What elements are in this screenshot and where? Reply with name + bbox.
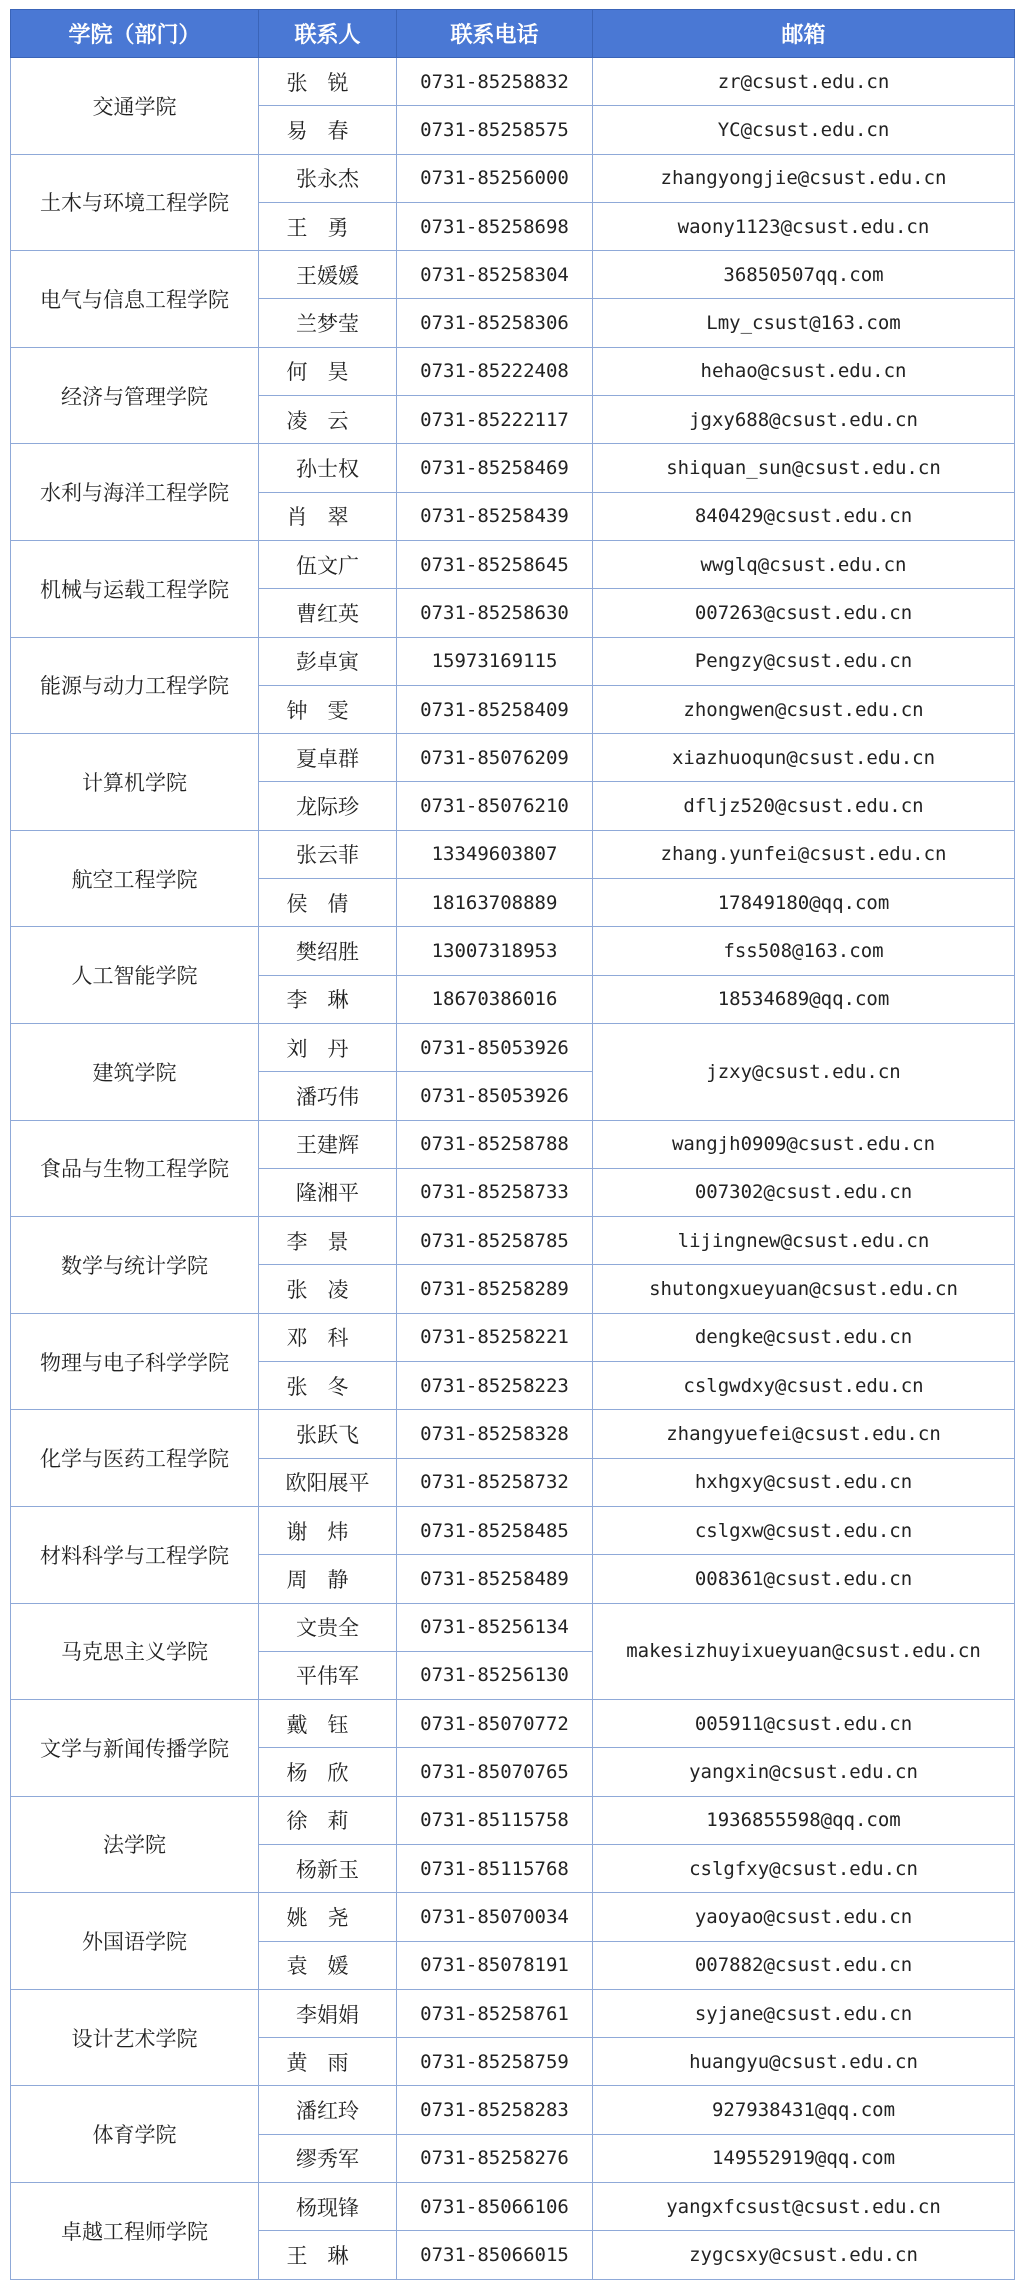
contact-name-cell: 何昊	[259, 347, 397, 395]
phone-cell: 0731-85070034	[397, 1893, 593, 1941]
contact-name-cell: 徐莉	[259, 1796, 397, 1844]
email-cell[interactable]: zr@csust.edu.cn	[593, 58, 1015, 106]
table-row	[11, 1120, 1015, 1168]
contact-name-cell: 李娟娟	[259, 1989, 397, 2037]
phone-cell: 0731-85070772	[397, 1700, 593, 1748]
header-phone: 联系电话	[397, 10, 593, 58]
contact-name-cell: 伍文广	[259, 540, 397, 588]
department-cell: 体育学院	[11, 2086, 259, 2183]
phone-cell: 0731-85258439	[397, 492, 593, 540]
email-cell[interactable]: 007302@csust.edu.cn	[593, 1168, 1015, 1216]
phone-cell: 13007318953	[397, 927, 593, 975]
table-row	[11, 2086, 1015, 2134]
table-row	[11, 1796, 1015, 1844]
email-cell[interactable]: 1936855598@qq.com	[593, 1796, 1015, 1844]
contact-name-cell: 王建辉	[259, 1120, 397, 1168]
email-cell[interactable]: jgxy688@csust.edu.cn	[593, 396, 1015, 444]
phone-cell: 0731-85258485	[397, 1506, 593, 1554]
contact-name-cell: 张锐	[259, 58, 397, 106]
contact-name-cell: 潘红玲	[259, 2086, 397, 2134]
phone-cell: 18670386016	[397, 975, 593, 1023]
table-row	[11, 1893, 1015, 1941]
department-cell: 化学与医药工程学院	[11, 1410, 259, 1507]
email-cell[interactable]: shutongxueyuan@csust.edu.cn	[593, 1265, 1015, 1313]
phone-cell: 13349603807	[397, 830, 593, 878]
phone-cell: 0731-85258223	[397, 1362, 593, 1410]
phone-cell: 0731-85258832	[397, 58, 593, 106]
department-cell: 建筑学院	[11, 1023, 259, 1120]
contact-name-cell: 王媛媛	[259, 251, 397, 299]
department-cell: 交通学院	[11, 58, 259, 155]
contact-name-cell: 张云菲	[259, 830, 397, 878]
contact-name-cell: 邓科	[259, 1313, 397, 1361]
phone-cell: 0731-85258469	[397, 444, 593, 492]
department-cell: 水利与海洋工程学院	[11, 444, 259, 541]
phone-cell: 0731-85222408	[397, 347, 593, 395]
phone-cell: 0731-85258645	[397, 540, 593, 588]
contact-name-cell: 杨新玉	[259, 1844, 397, 1892]
contact-name-cell: 孙士权	[259, 444, 397, 492]
contact-name-cell: 侯倩	[259, 879, 397, 927]
table-row	[11, 444, 1015, 492]
phone-cell: 0731-85258732	[397, 1458, 593, 1506]
department-cell: 文学与新闻传播学院	[11, 1700, 259, 1797]
email-cell[interactable]: huangyu@csust.edu.cn	[593, 2038, 1015, 2086]
email-cell[interactable]: cslgwdxy@csust.edu.cn	[593, 1362, 1015, 1410]
contact-name-cell: 凌云	[259, 396, 397, 444]
contact-name-cell: 张冬	[259, 1362, 397, 1410]
contact-name-cell: 彭卓寅	[259, 637, 397, 685]
email-cell[interactable]: 17849180@qq.com	[593, 879, 1015, 927]
phone-cell: 0731-85256130	[397, 1651, 593, 1699]
email-cell[interactable]: xiazhuoqun@csust.edu.cn	[593, 734, 1015, 782]
department-cell: 土木与环境工程学院	[11, 154, 259, 251]
phone-cell: 0731-85222117	[397, 396, 593, 444]
header-email: 邮箱	[593, 10, 1015, 58]
contact-name-cell: 张跃飞	[259, 1410, 397, 1458]
contact-name-cell: 肖翠	[259, 492, 397, 540]
department-cell: 人工智能学院	[11, 927, 259, 1024]
contact-name-cell: 周静	[259, 1555, 397, 1603]
department-cell: 经济与管理学院	[11, 347, 259, 444]
contact-name-cell: 杨现锋	[259, 2183, 397, 2231]
email-cell[interactable]: zhang.yunfei@csust.edu.cn	[593, 830, 1015, 878]
table-row	[11, 1506, 1015, 1554]
contact-name-cell: 易春	[259, 106, 397, 154]
table-row	[11, 830, 1015, 878]
contact-name-cell: 欧阳展平	[259, 1458, 397, 1506]
phone-cell: 0731-85258761	[397, 1989, 593, 2037]
email-cell[interactable]: 840429@csust.edu.cn	[593, 492, 1015, 540]
table-row	[11, 1603, 1015, 1651]
email-cell[interactable]: 149552919@qq.com	[593, 2134, 1015, 2182]
email-cell[interactable]: yangxin@csust.edu.cn	[593, 1748, 1015, 1796]
table-row	[11, 347, 1015, 395]
department-cell: 电气与信息工程学院	[11, 251, 259, 348]
phone-cell: 0731-85258409	[397, 685, 593, 733]
contact-name-cell: 李琳	[259, 975, 397, 1023]
phone-cell: 0731-85258276	[397, 2134, 593, 2182]
department-cell: 食品与生物工程学院	[11, 1120, 259, 1217]
email-cell[interactable]: 36850507qq.com	[593, 251, 1015, 299]
phone-cell: 0731-85115758	[397, 1796, 593, 1844]
table-row	[11, 154, 1015, 202]
contact-name-cell: 袁媛	[259, 1941, 397, 1989]
phone-cell: 0731-85258759	[397, 2038, 593, 2086]
phone-cell: 15973169115	[397, 637, 593, 685]
phone-cell: 0731-85258283	[397, 2086, 593, 2134]
email-cell[interactable]: syjane@csust.edu.cn	[593, 1989, 1015, 2037]
email-cell[interactable]: 927938431@qq.com	[593, 2086, 1015, 2134]
contact-name-cell: 兰梦莹	[259, 299, 397, 347]
contact-name-cell: 戴钰	[259, 1700, 397, 1748]
email-cell[interactable]: Pengzy@csust.edu.cn	[593, 637, 1015, 685]
table-row	[11, 540, 1015, 588]
phone-cell: 0731-85066015	[397, 2231, 593, 2279]
contact-name-cell: 姚尧	[259, 1893, 397, 1941]
department-cell: 马克思主义学院	[11, 1603, 259, 1700]
header-dept: 学院（部门）	[11, 10, 259, 58]
email-cell[interactable]: 008361@csust.edu.cn	[593, 1555, 1015, 1603]
phone-cell: 18163708889	[397, 879, 593, 927]
phone-cell: 0731-85115768	[397, 1844, 593, 1892]
table-row	[11, 1700, 1015, 1748]
phone-cell: 0731-85258630	[397, 589, 593, 637]
phone-cell: 0731-85076210	[397, 782, 593, 830]
contact-name-cell: 杨欣	[259, 1748, 397, 1796]
email-cell[interactable]: zhangyuefei@csust.edu.cn	[593, 1410, 1015, 1458]
department-cell: 航空工程学院	[11, 830, 259, 927]
department-cell: 法学院	[11, 1796, 259, 1893]
contact-table	[10, 9, 1015, 2280]
phone-cell: 0731-85070765	[397, 1748, 593, 1796]
header-row	[11, 10, 1015, 58]
email-cell[interactable]: dengke@csust.edu.cn	[593, 1313, 1015, 1361]
contact-name-cell: 潘巧伟	[259, 1072, 397, 1120]
phone-cell: 0731-85258328	[397, 1410, 593, 1458]
contact-name-cell: 张凌	[259, 1265, 397, 1313]
contact-name-cell: 刘丹	[259, 1023, 397, 1071]
phone-cell: 0731-85066106	[397, 2183, 593, 2231]
phone-cell: 0731-85258788	[397, 1120, 593, 1168]
contact-name-cell: 缪秀军	[259, 2134, 397, 2182]
email-cell[interactable]: zygcsxy@csust.edu.cn	[593, 2231, 1015, 2279]
contact-name-cell: 王琳	[259, 2231, 397, 2279]
phone-cell: 0731-85258306	[397, 299, 593, 347]
email-cell[interactable]: fss508@163.com	[593, 927, 1015, 975]
email-cell[interactable]: makesizhuyixueyuan@csust.edu.cn	[593, 1603, 1015, 1700]
email-cell[interactable]: 007263@csust.edu.cn	[593, 589, 1015, 637]
department-cell: 能源与动力工程学院	[11, 637, 259, 734]
table-row	[11, 927, 1015, 975]
department-cell: 计算机学院	[11, 734, 259, 831]
table-body	[11, 58, 1015, 2280]
phone-cell: 0731-85078191	[397, 1941, 593, 1989]
table-row	[11, 1410, 1015, 1458]
table-row	[11, 2183, 1015, 2231]
contact-name-cell: 隆湘平	[259, 1168, 397, 1216]
department-cell: 设计艺术学院	[11, 1989, 259, 2086]
header-contact: 联系人	[259, 10, 397, 58]
contact-name-cell: 李景	[259, 1217, 397, 1265]
email-cell[interactable]: 005911@csust.edu.cn	[593, 1700, 1015, 1748]
table-row	[11, 58, 1015, 106]
table-row	[11, 251, 1015, 299]
contact-name-cell: 龙际珍	[259, 782, 397, 830]
contact-name-cell: 钟雯	[259, 685, 397, 733]
email-cell[interactable]: waony1123@csust.edu.cn	[593, 202, 1015, 250]
phone-cell: 0731-85258489	[397, 1555, 593, 1603]
contact-name-cell: 平伟军	[259, 1651, 397, 1699]
table-row	[11, 637, 1015, 685]
phone-cell: 0731-85258785	[397, 1217, 593, 1265]
contact-name-cell: 王勇	[259, 202, 397, 250]
phone-cell: 0731-85258304	[397, 251, 593, 299]
contact-name-cell: 曹红英	[259, 589, 397, 637]
phone-cell: 0731-85258575	[397, 106, 593, 154]
phone-cell: 0731-85256000	[397, 154, 593, 202]
email-cell[interactable]: zhongwen@csust.edu.cn	[593, 685, 1015, 733]
email-cell[interactable]: yaoyao@csust.edu.cn	[593, 1893, 1015, 1941]
phone-cell: 0731-85053926	[397, 1072, 593, 1120]
email-cell[interactable]: cslgfxy@csust.edu.cn	[593, 1844, 1015, 1892]
email-cell[interactable]: lijingnew@csust.edu.cn	[593, 1217, 1015, 1265]
contact-name-cell: 夏卓群	[259, 734, 397, 782]
email-cell[interactable]: zhangyongjie@csust.edu.cn	[593, 154, 1015, 202]
email-cell[interactable]: Lmy_csust@163.com	[593, 299, 1015, 347]
email-cell[interactable]: cslgxw@csust.edu.cn	[593, 1506, 1015, 1554]
contact-name-cell: 张永杰	[259, 154, 397, 202]
contact-name-cell: 谢炜	[259, 1506, 397, 1554]
email-cell[interactable]: hehao@csust.edu.cn	[593, 347, 1015, 395]
phone-cell: 0731-85258733	[397, 1168, 593, 1216]
contact-name-cell: 樊绍胜	[259, 927, 397, 975]
department-cell: 卓越工程师学院	[11, 2183, 259, 2280]
table-row	[11, 734, 1015, 782]
table-row	[11, 1313, 1015, 1361]
email-cell[interactable]: jzxy@csust.edu.cn	[593, 1023, 1015, 1120]
department-cell: 机械与运载工程学院	[11, 540, 259, 637]
table-row	[11, 1023, 1015, 1071]
email-cell[interactable]: yangxfcsust@csust.edu.cn	[593, 2183, 1015, 2231]
email-cell[interactable]: shiquan_sun@csust.edu.cn	[593, 444, 1015, 492]
phone-cell: 0731-85258698	[397, 202, 593, 250]
phone-cell: 0731-85076209	[397, 734, 593, 782]
department-cell: 外国语学院	[11, 1893, 259, 1990]
email-cell[interactable]: 18534689@qq.com	[593, 975, 1015, 1023]
phone-cell: 0731-85053926	[397, 1023, 593, 1071]
phone-cell: 0731-85258289	[397, 1265, 593, 1313]
email-cell[interactable]: hxhgxy@csust.edu.cn	[593, 1458, 1015, 1506]
phone-cell: 0731-85256134	[397, 1603, 593, 1651]
contact-name-cell: 黄雨	[259, 2038, 397, 2086]
email-cell[interactable]: dfljz520@csust.edu.cn	[593, 782, 1015, 830]
table-row	[11, 1989, 1015, 2037]
email-cell[interactable]: YC@csust.edu.cn	[593, 106, 1015, 154]
email-cell[interactable]: 007882@csust.edu.cn	[593, 1941, 1015, 1989]
contact-name-cell: 文贵全	[259, 1603, 397, 1651]
table-header	[11, 10, 1015, 58]
department-cell: 数学与统计学院	[11, 1217, 259, 1314]
email-cell[interactable]: wwglq@csust.edu.cn	[593, 540, 1015, 588]
department-cell: 物理与电子科学学院	[11, 1313, 259, 1410]
department-cell: 材料科学与工程学院	[11, 1506, 259, 1603]
phone-cell: 0731-85258221	[397, 1313, 593, 1361]
email-cell[interactable]: wangjh0909@csust.edu.cn	[593, 1120, 1015, 1168]
table-row	[11, 1217, 1015, 1265]
